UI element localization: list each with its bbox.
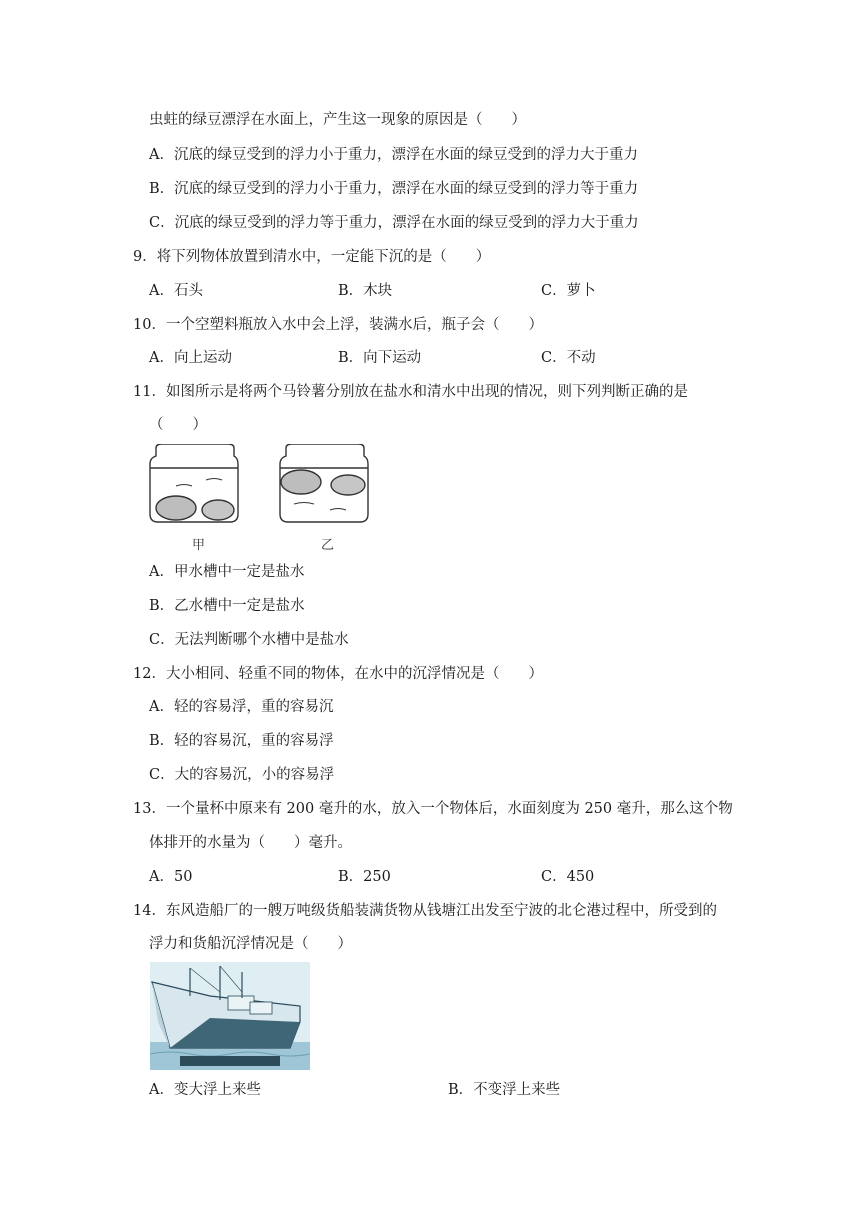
q14-option-b[interactable]: B．不变浮上来些 [448,1082,561,1098]
q12-option-c[interactable]: C．大的容易沉，小的容易浮 [149,767,335,783]
q11-option-c[interactable]: C．无法判断哪个水槽中是盐水 [149,632,349,648]
q8-option-b[interactable]: B．沉底的绿豆受到的浮力小于重力，漂浮在水面的绿豆受到的浮力等于重力 [149,181,639,197]
q10-option-a[interactable]: A．向上运动 [149,350,232,366]
tank-yi [280,444,368,522]
q10-option-c[interactable]: C．不动 [541,350,596,366]
tank-label-jia: 甲 [192,538,206,553]
q14-stem-continued: 浮力和货船沉浮情况是（ ） [149,936,352,952]
q11-stem-continued: （ ） [149,417,207,433]
tank-label-yi: 乙 [321,538,335,553]
q10-stem: 10．一个空塑料瓶放入水中会上浮，装满水后，瓶子会（ ） [133,317,543,333]
q12-option-b[interactable]: B．轻的容易沉，重的容易浮 [149,733,334,749]
q9-option-b[interactable]: B．木块 [338,283,393,299]
q11-tanks-figure [146,444,386,556]
q12-stem: 12．大小相同、轻重不同的物体，在水中的沉浮情况是（ ） [133,666,543,682]
q12-option-a[interactable]: A．轻的容易浮，重的容易沉 [149,699,334,715]
q10-option-b[interactable]: B．向下运动 [338,350,422,366]
q11-stem: 11．如图所示是将两个马铃薯分别放在盐水和清水中出现的情况，则下列判断正确的是 [133,384,688,400]
q11-option-b[interactable]: B．乙水槽中一定是盐水 [149,598,305,614]
q13-stem: 13．一个量杯中原来有 200 毫升的水，放入一个物体后，水面刻度为 250 毫升，那么这个物 [133,801,733,817]
q11-option-a[interactable]: A．甲水槽中一定是盐水 [149,564,305,580]
cargo-ship-image [150,962,310,1070]
q13-option-a[interactable]: A．50 [149,869,193,885]
tank-jia [150,444,238,522]
q9-stem: 9．将下列物体放置到清水中，一定能下沉的是（ ） [133,249,491,265]
q13-option-b[interactable]: B．250 [338,869,391,885]
q8-option-a[interactable]: A．沉底的绿豆受到的浮力小于重力，漂浮在水面的绿豆受到的浮力大于重力 [149,147,638,163]
q14-stem: 14．东风造船厂的一艘万吨级货船装满货物从钱塘江出发至宁波的北仑港过程中，所受到的 [133,903,717,919]
q8-stem-continued: 虫蛀的绿豆漂浮在水面上，产生这一现象的原因是（ ） [149,112,526,128]
q13-option-c[interactable]: C．450 [541,869,595,885]
q9-option-a[interactable]: A．石头 [149,283,203,299]
q9-option-c[interactable]: C．萝卜 [541,283,596,299]
q13-stem-continued: 体排开的水量为（ ）毫升。 [149,835,352,851]
q8-option-c[interactable]: C．沉底的绿豆受到的浮力等于重力，漂浮在水面的绿豆受到的浮力大于重力 [149,215,639,231]
q14-option-a[interactable]: A．变大浮上来些 [149,1082,261,1098]
